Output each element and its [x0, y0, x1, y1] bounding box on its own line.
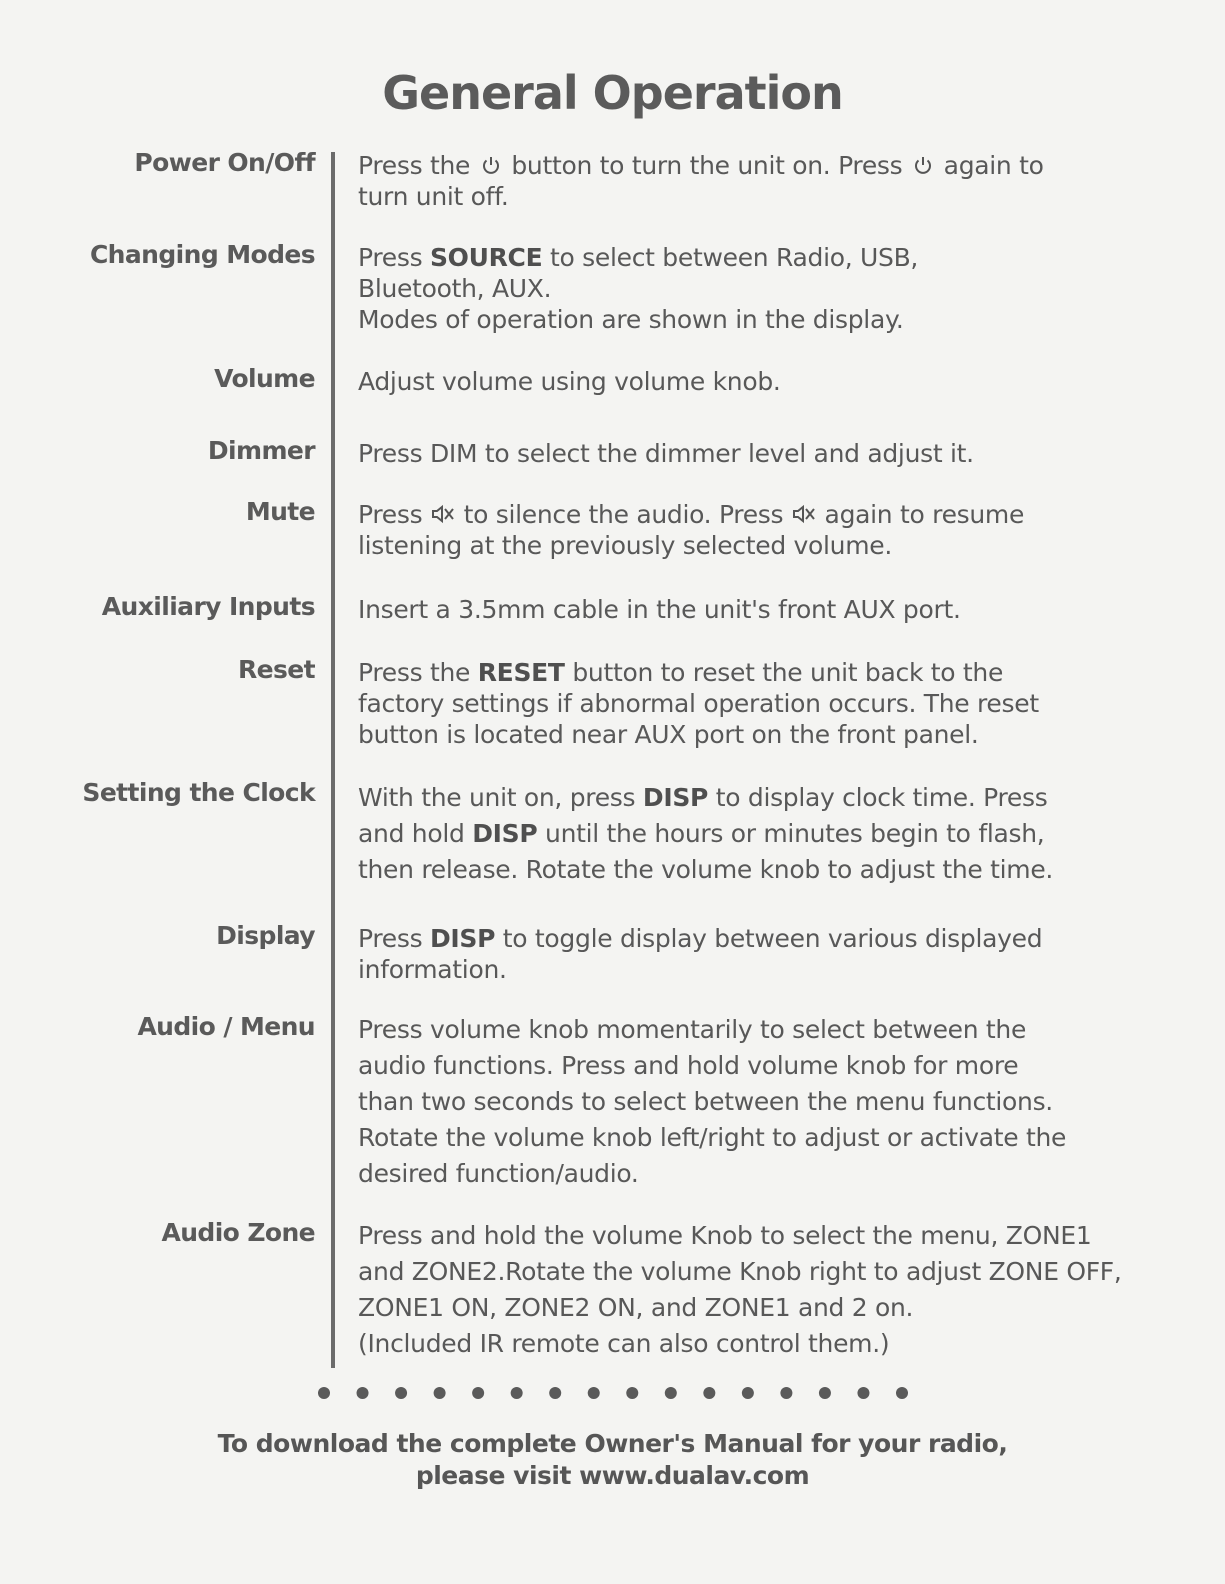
button-name: SOURCE	[429, 243, 543, 272]
button-name: RESET	[477, 658, 565, 687]
section-label: Power On/Off	[134, 148, 315, 177]
description-line: Modes of operation are shown in the display.	[358, 305, 904, 334]
separator-dot	[896, 1387, 908, 1399]
separator-dot	[819, 1387, 831, 1399]
description-line: ZONE1 ON, ZONE2 ON, and ZONE1 and 2 on.	[358, 1293, 914, 1322]
section-description	[358, 657, 1118, 750]
section-label: Audio Zone	[161, 1218, 315, 1247]
description-line: Press volume knob momentarily to select between the	[358, 1015, 1027, 1044]
separator-dot	[472, 1387, 484, 1399]
description-line: information.	[358, 955, 507, 984]
description-line: Press DISP to toggle display between various displayed	[358, 924, 1043, 953]
separator-dot	[626, 1387, 638, 1399]
section-description	[358, 923, 1118, 985]
section-label: Setting the Clock	[82, 778, 315, 807]
mute-icon	[430, 501, 456, 523]
description-line: and ZONE2.Rotate the volume Knob right to adjust ZONE OFF,	[358, 1257, 1122, 1286]
section-label: Volume	[214, 364, 315, 393]
power-icon	[910, 152, 936, 174]
section-description	[358, 594, 1118, 625]
description-line: Press DIM to select the dimmer level and adjust it.	[358, 439, 974, 468]
section-description	[358, 780, 1118, 888]
description-line: listening at the previously selected volume.	[358, 531, 893, 560]
description-line: then release. Rotate the volume knob to adjust the time.	[358, 855, 1054, 884]
section-description	[358, 1012, 1118, 1192]
description-line: Press to silence the audio. Press again to resume	[358, 500, 1025, 529]
separator-dot	[742, 1387, 754, 1399]
separator-dot	[703, 1387, 715, 1399]
button-name: DISP	[472, 819, 538, 848]
separator-dot	[357, 1387, 369, 1399]
description-line: desired function/audio.	[358, 1159, 639, 1188]
footer-line-1: To download the complete Owner's Manual for your radio,	[217, 1429, 1008, 1458]
description-line: Press SOURCE to select between Radio, USB,	[358, 243, 919, 272]
separator-dot	[588, 1387, 600, 1399]
description-line: Insert a 3.5mm cable in the unit's front AUX port.	[358, 595, 961, 624]
separator-dot	[511, 1387, 523, 1399]
footer-line-2: please visit www.dualav.com	[415, 1461, 810, 1490]
description-line: factory settings if abnormal operation occurs. The reset	[358, 689, 1039, 718]
description-line: Press the button to turn the unit on. Press again to	[358, 151, 1044, 180]
section-label: Mute	[245, 497, 315, 526]
section-description	[358, 366, 1118, 397]
separator-dot	[318, 1387, 330, 1399]
description-line: Rotate the volume knob left/right to adjust or activate the	[358, 1123, 1067, 1152]
description-line: turn unit off.	[358, 182, 509, 211]
description-line: (Included IR remote can also control them.)	[358, 1329, 890, 1358]
description-line: Adjust volume using volume knob.	[358, 367, 781, 396]
description-line: button is located near AUX port on the front panel.	[358, 720, 979, 749]
separator-dot	[434, 1387, 446, 1399]
button-name: DISP	[642, 783, 709, 812]
section-label: Reset	[238, 655, 315, 684]
separator-dot	[857, 1387, 869, 1399]
description-line: than two seconds to select between the menu functions.	[358, 1087, 1053, 1116]
section-description	[358, 438, 1118, 469]
button-name: DISP	[429, 924, 496, 953]
dot-separator	[318, 1384, 908, 1402]
section-label: Dimmer	[207, 436, 315, 465]
description-line: With the unit on, press DISP to display clock time. Press	[358, 783, 1048, 812]
section-label: Auxiliary Inputs	[101, 592, 315, 621]
separator-dot	[549, 1387, 561, 1399]
section-label: Changing Modes	[89, 240, 315, 269]
section-description	[358, 499, 1118, 561]
separator-dot	[780, 1387, 792, 1399]
mute-icon	[791, 501, 817, 523]
page-title: General Operation	[382, 66, 843, 120]
section-label: Display	[216, 921, 315, 950]
separator-dot	[665, 1387, 677, 1399]
power-icon	[478, 152, 504, 174]
description-line: Bluetooth, AUX.	[358, 274, 552, 303]
footer-note	[0, 1428, 1225, 1492]
section-description	[358, 150, 1118, 212]
section-label: Audio / Menu	[137, 1012, 315, 1041]
section-description	[358, 1218, 1122, 1362]
description-line: audio functions. Press and hold volume knob for more	[358, 1051, 1019, 1080]
description-line: Press the RESET button to reset the unit back to the	[358, 658, 1004, 687]
separator-dot	[395, 1387, 407, 1399]
column-divider	[331, 152, 335, 1368]
section-description	[358, 242, 1118, 335]
description-line: and hold DISP until the hours or minutes begin to flash,	[358, 819, 1045, 848]
description-line: Press and hold the volume Knob to select the menu, ZONE1	[358, 1221, 1092, 1250]
